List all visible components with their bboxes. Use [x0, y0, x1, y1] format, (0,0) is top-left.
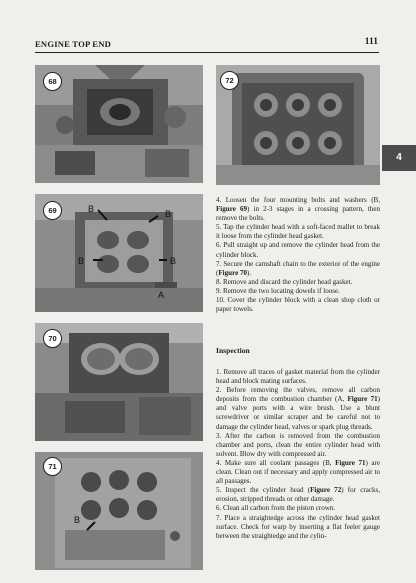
step-paragraph: 9. Remove the two locating dowels if loose.	[216, 286, 340, 295]
figure-69-callout-b: B	[170, 256, 177, 266]
inspection-steps	[216, 368, 380, 541]
step-paragraph: 4. Loosen the four mounting bolts and washers (B, Figure 69) in 2-3 stages in a crossing pattern, then remove the bolts.	[216, 196, 380, 223]
inspection-heading: Inspection	[216, 346, 250, 355]
step-paragraph: 6. Clean all carbon from the piston crown.	[216, 504, 336, 513]
figure-72-label: 72	[220, 71, 239, 90]
figure-69-label: 69	[43, 201, 62, 220]
figure-69-callout-b: B	[78, 256, 85, 266]
step-paragraph: 4. Make sure all coolant passages (B, Figure 71) are clean. Clean out if necessary and apply compressed air to all passages.	[216, 458, 380, 486]
removal-steps	[216, 196, 380, 314]
figure-68-label: 68	[43, 72, 62, 91]
step-paragraph: 10. Cover the cylinder block with a clean shop cloth or paper towels.	[216, 296, 380, 314]
step-paragraph: 3. After the carbon is removed from the combustion chamber and ports, clean the entire cylinder head with solvent. Blow dry with compressed air.	[216, 431, 380, 458]
header-rule	[35, 52, 379, 53]
step-paragraph: 7. Place a straightedge across the cylinder head gasket surface. Check for warp by inserting a flat feeler gauge between the straightedge and the cylin-	[216, 513, 380, 540]
step-paragraph: 6. Pull straight up and remove the cylinder head from the cylinder block.	[216, 241, 380, 259]
step-paragraph: 5. Tap the cylinder head with a soft-faced mallet to break it loose from the cylinder head gasket.	[216, 223, 380, 241]
step-paragraph: 5. Inspect the cylinder head (Figure 72) for cracks, erosion, stripped threads or other damage.	[216, 486, 380, 504]
step-paragraph: 2. Before removing the valves, remove all carbon deposits from the combustion chamber (A, Figure 71) and valve ports with a wire brush. Use a blunt screwdriver or similar scraper and be careful not to damage the cylinder head, valves or spark plug threads.	[216, 386, 380, 431]
step-paragraph: 7. Secure the camshaft chain to the exterior of the engine (Figure 70).	[216, 259, 380, 277]
figure-69-callout-b: B	[88, 204, 95, 214]
figure-71-label: 71	[43, 457, 62, 476]
figure-69-callout-b: B	[165, 209, 172, 219]
figure-71-callout-b: B	[74, 515, 81, 525]
figure-69-callout-a: A	[158, 290, 165, 300]
page-number: 111	[364, 37, 378, 47]
step-paragraph: 1. Remove all traces of gasket material from the cylinder head and block mating surfaces.	[216, 368, 380, 386]
figure-72-photo	[216, 65, 380, 185]
step-paragraph: 8. Remove and discard the cylinder head gasket.	[216, 277, 353, 286]
figure-70-label: 70	[43, 329, 62, 348]
chapter-tab: 4	[382, 145, 416, 171]
section-title: ENGINE TOP END	[35, 39, 112, 49]
